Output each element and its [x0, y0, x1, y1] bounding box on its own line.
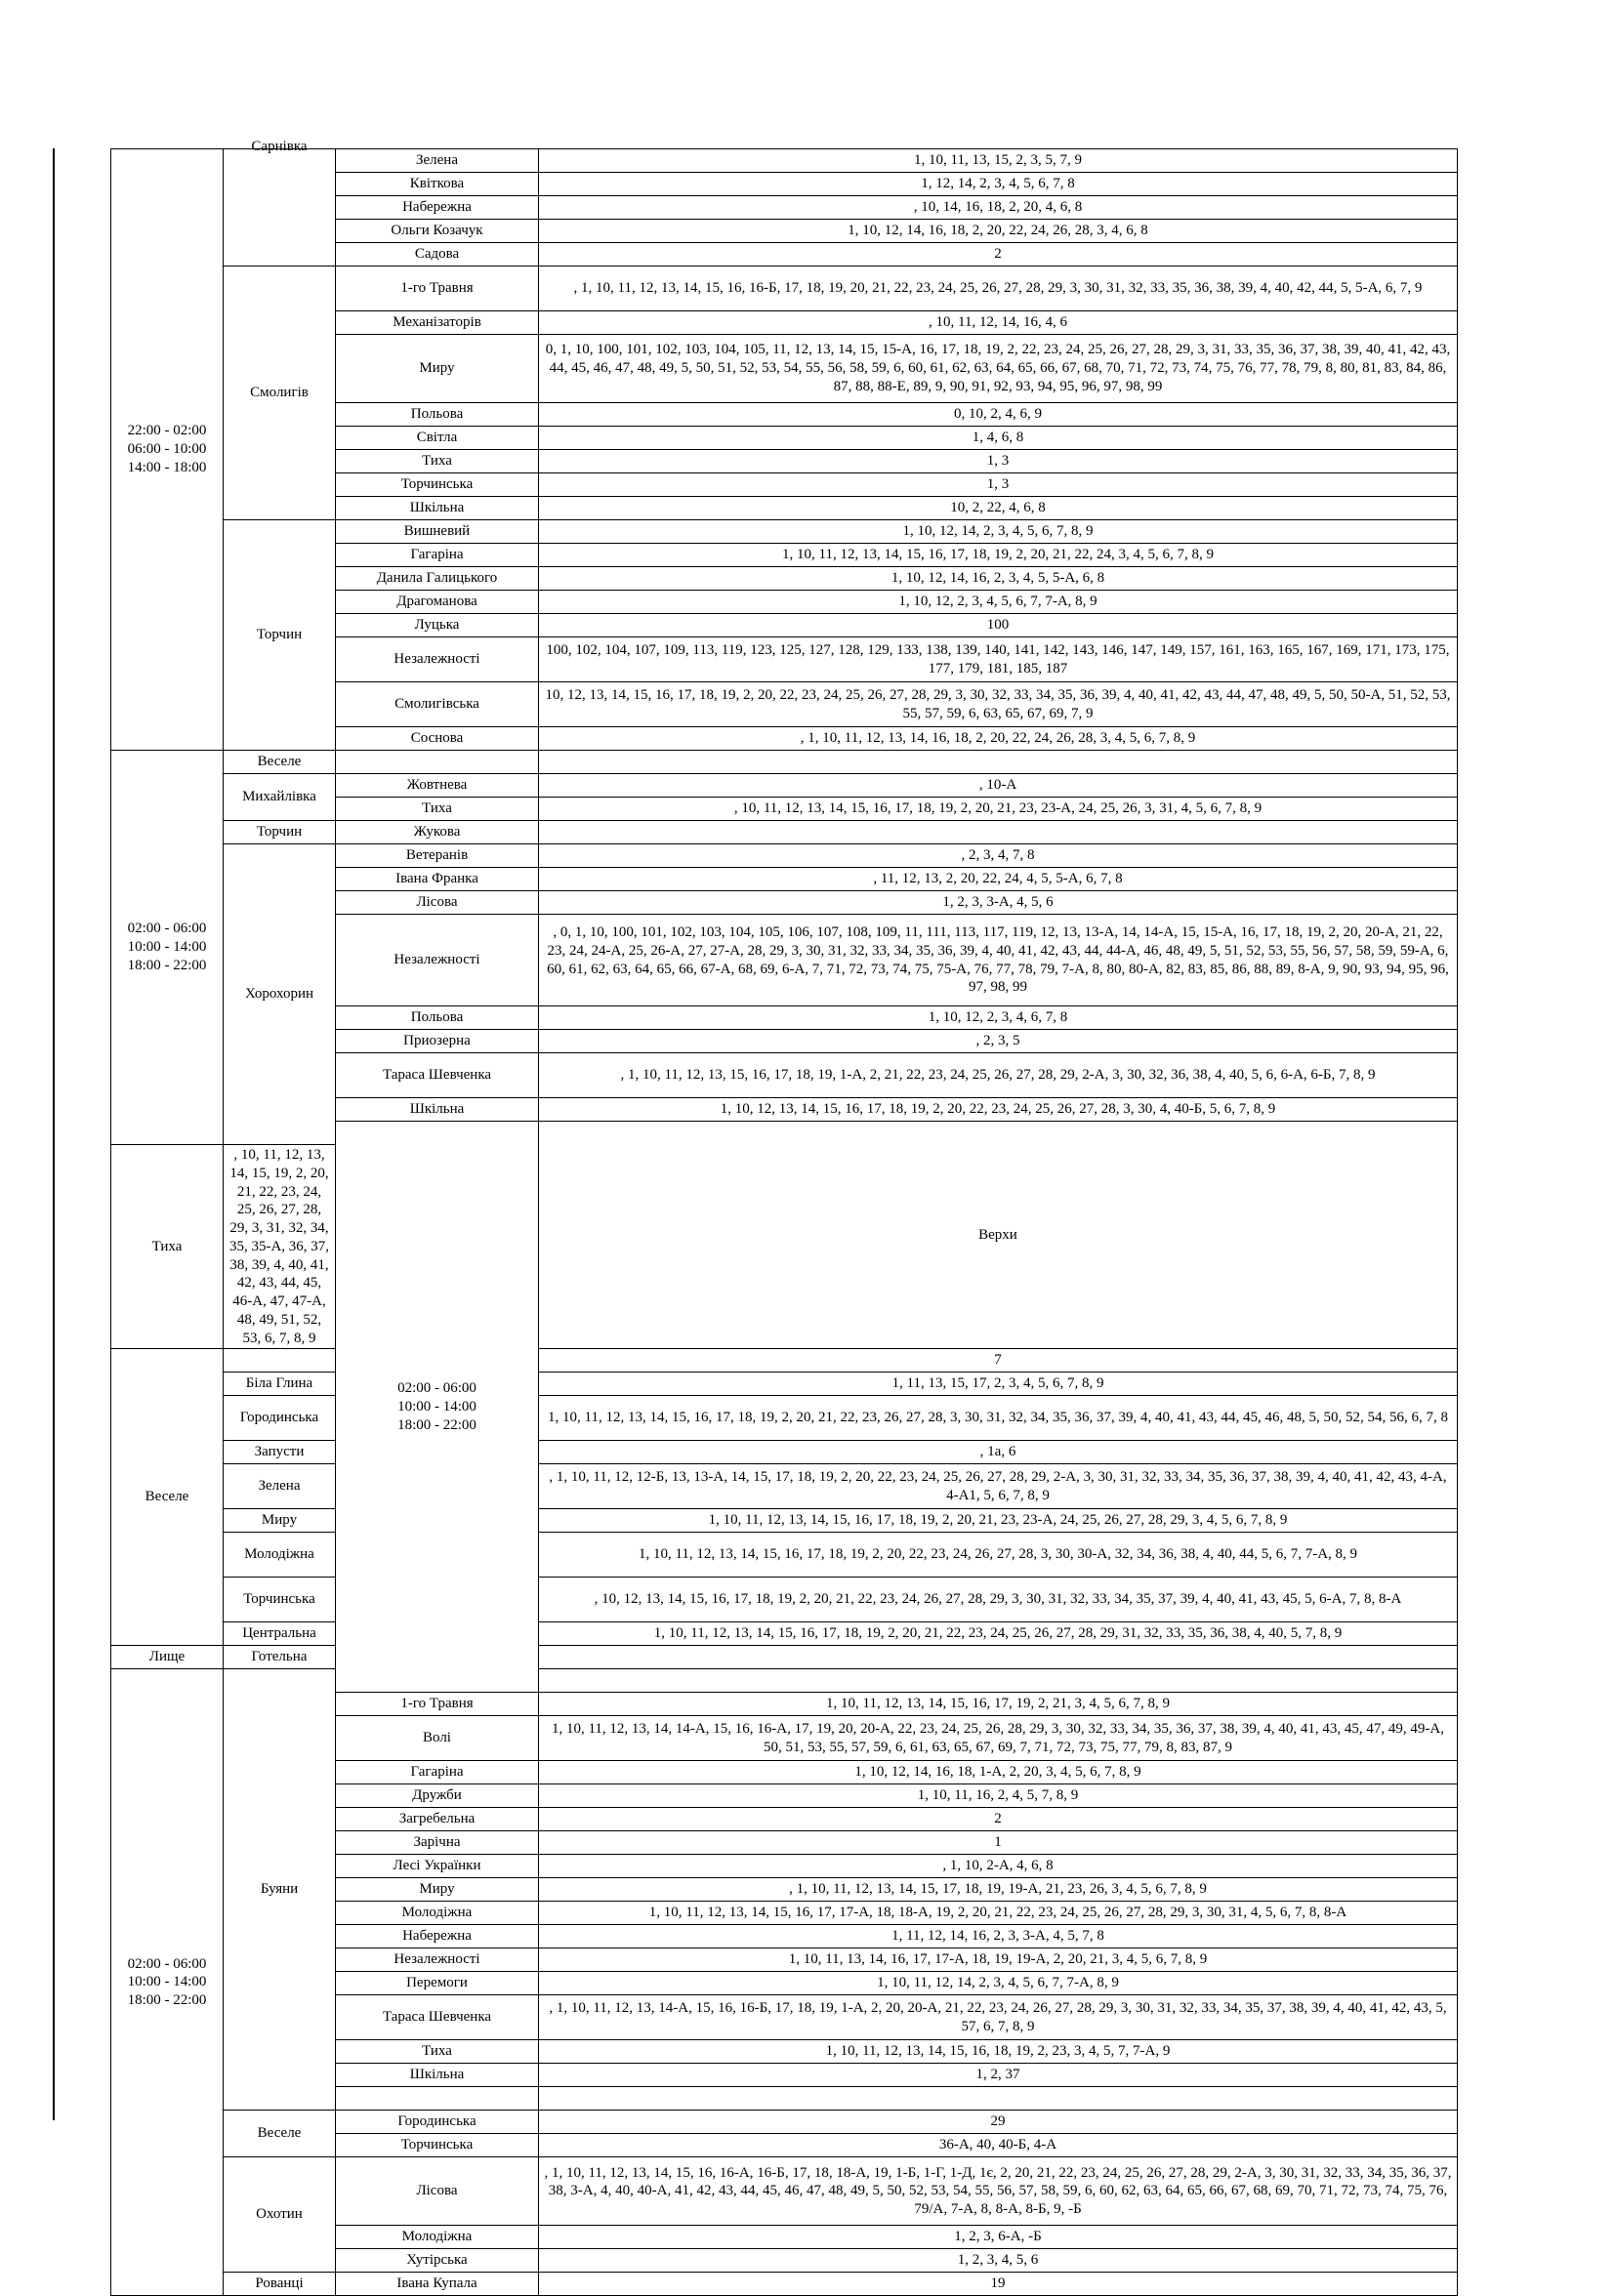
house-numbers: , 1, 10, 11, 12, 13, 14-А, 15, 16, 16-Б, 17, 18, 19, 1-А, 2, 20, 20-А, 21, 22, 23, 24, 26, 27, 28, 29, 3, 30, 31, 32, 33, 34, 35, 37, 38, 39, 4, 40, 41, 42, 43, 5, 57, 6, 7, 8, 9	[539, 1995, 1458, 2040]
village-cell	[111, 1646, 224, 1669]
street-name: Перемоги	[336, 1972, 539, 1995]
house-numbers: 1, 4, 6, 8	[539, 427, 1458, 450]
table-row	[111, 1396, 1458, 1441]
house-numbers: 2	[539, 1808, 1458, 1831]
house-numbers	[539, 751, 1458, 774]
street-name: Набережна	[336, 196, 539, 220]
house-numbers: 1, 11, 13, 15, 17, 2, 3, 4, 5, 6, 7, 8, 9	[539, 1373, 1458, 1396]
house-numbers	[539, 2087, 1458, 2111]
street-name: Лісова	[336, 2157, 539, 2226]
house-numbers: 1, 10, 11, 12, 13, 14, 15, 16, 17, 19, 2, 21, 3, 4, 5, 6, 7, 8, 9	[539, 1693, 1458, 1716]
village-cell	[224, 520, 336, 751]
house-numbers: 1, 10, 11, 12, 13, 14, 15, 16, 17, 17-А, 18, 18-А, 19, 2, 20, 21, 22, 23, 24, 25, 26, 27, 28, 29, 3, 30, 31, 4, 5, 6, 7, 8, 8-А	[539, 1902, 1458, 1925]
house-numbers: , 10, 11, 12, 13, 14, 15, 16, 17, 18, 19, 2, 20, 21, 23, 23-А, 24, 25, 26, 3, 31, 4, 5, 6, 7, 8, 9	[539, 798, 1458, 821]
time-slot-cell	[111, 751, 224, 1145]
street-name: Незалежності	[336, 1948, 539, 1972]
village-cell	[539, 1122, 1458, 1349]
table-row	[111, 1622, 1458, 1646]
house-numbers: 1, 10, 12, 14, 16, 18, 2, 20, 22, 24, 26, 28, 3, 4, 6, 8	[539, 220, 1458, 243]
table-row	[111, 821, 1458, 844]
street-name: Гагаріна	[336, 1761, 539, 1784]
house-numbers: 1, 3	[539, 473, 1458, 497]
time-slot: 06:00 - 10:00	[127, 441, 207, 458]
house-numbers	[539, 1646, 1458, 1669]
house-numbers: 0, 10, 2, 4, 6, 9	[539, 403, 1458, 427]
street-name: Тараса Шевченка	[336, 1995, 539, 2040]
time-slot: 18:00 - 22:00	[127, 957, 207, 973]
street-name: Тиха	[111, 1145, 224, 1349]
street-name: Смолигівська	[336, 682, 539, 727]
street-name: Зарічна	[336, 1831, 539, 1855]
house-numbers: , 1, 10, 11, 12, 13, 14, 15, 16, 16-Б, 17, 18, 19, 20, 21, 22, 23, 24, 25, 26, 27, 28, 29, 3, 30, 31, 32, 33, 35, 36, 38, 39, 4, 40, 42, 44, 5, 5-А, 6, 7, 9	[539, 266, 1458, 311]
house-numbers: 1, 10, 11, 12, 13, 14, 15, 16, 17, 18, 19, 2, 20, 21, 22, 23, 26, 27, 28, 3, 30, 31, 32, 34, 35, 36, 37, 39, 4, 40, 41, 43, 44, 45, 46, 48, 5, 50, 52, 54, 56, 6, 7, 8	[539, 1396, 1458, 1441]
street-name: Лісова	[336, 891, 539, 915]
street-name: Тиха	[336, 798, 539, 821]
village-name: Торчин	[256, 824, 303, 840]
village-name: Смолигів	[250, 385, 309, 401]
street-name: Шкільна	[336, 2064, 539, 2087]
house-numbers: 1, 10, 11, 13, 14, 16, 17, 17-А, 18, 19, 19-А, 2, 20, 21, 3, 4, 5, 6, 7, 8, 9	[539, 1948, 1458, 1972]
house-numbers: 1, 2, 3, 6-А, -Б	[539, 2226, 1458, 2249]
street-name: Незалежності	[336, 915, 539, 1006]
street-name: Миру	[224, 1509, 336, 1533]
street-name: Івана Франка	[336, 868, 539, 891]
house-numbers: 36-А, 40, 40-Б, 4-А	[539, 2134, 1458, 2157]
house-numbers: , 1, 10, 11, 12, 13, 14, 16, 18, 2, 20, 22, 24, 26, 28, 3, 4, 5, 6, 7, 8, 9	[539, 727, 1458, 751]
house-numbers: , 10, 11, 12, 13, 14, 15, 19, 2, 20, 21, 22, 23, 24, 25, 26, 27, 28, 29, 3, 31, 32, 34, 35, 35-А, 36, 37, 38, 39, 4, 40, 41, 42, 43, 44, 45, 46-А, 47, 47-А, 48, 49, 51, 52, 53, 6, 7, 8, 9	[224, 1145, 336, 1349]
table-row	[111, 751, 1458, 774]
street-name: Тиха	[336, 450, 539, 473]
village-cell	[111, 1349, 224, 1646]
street-name: Тараса Шевченка	[336, 1053, 539, 1098]
house-numbers: 1, 10, 11, 12, 13, 14, 15, 16, 17, 18, 19, 2, 20, 21, 22, 23, 24, 25, 26, 27, 28, 29, 31, 32, 33, 35, 36, 38, 4, 40, 5, 7, 8, 9	[539, 1622, 1458, 1646]
house-numbers: 1, 10, 12, 14, 2, 3, 4, 5, 6, 7, 8, 9	[539, 520, 1458, 544]
street-name: Торчинська	[336, 473, 539, 497]
street-name: Молодіжна	[224, 1533, 336, 1578]
village-cell	[224, 844, 336, 1145]
table-row	[111, 1509, 1458, 1533]
table-row	[111, 1646, 1458, 1669]
house-numbers: 1, 10, 12, 13, 14, 15, 16, 17, 18, 19, 2, 20, 22, 23, 24, 25, 26, 27, 28, 3, 30, 4, 40-Б, 5, 6, 7, 8, 9	[539, 1098, 1458, 1122]
time-slot: 10:00 - 14:00	[397, 1398, 476, 1414]
time-slot: 10:00 - 14:00	[127, 1974, 207, 1990]
house-numbers: , 2, 3, 5	[539, 1030, 1458, 1053]
house-numbers: 1, 10, 12, 14, 16, 18, 1-А, 2, 20, 3, 4, 5, 6, 7, 8, 9	[539, 1761, 1458, 1784]
village-name: Михайлівка	[242, 789, 316, 805]
village-cell	[224, 2273, 336, 2296]
house-numbers: 1, 10, 11, 12, 13, 14, 15, 16, 17, 18, 19, 2, 20, 21, 22, 24, 3, 4, 5, 6, 7, 8, 9	[539, 544, 1458, 567]
street-name: Запусти	[224, 1441, 336, 1464]
table-row	[111, 1349, 1458, 1373]
street-name: Польова	[336, 403, 539, 427]
house-numbers: , 1, 10, 11, 12, 13, 14, 15, 17, 18, 19, 19-А, 21, 23, 26, 3, 4, 5, 6, 7, 8, 9	[539, 1878, 1458, 1902]
village-name: Верхи	[978, 1226, 1017, 1243]
house-numbers: , 0, 1, 10, 100, 101, 102, 103, 104, 105, 106, 107, 108, 109, 11, 111, 113, 117, 119, 12, 13, 13-А, 14, 14-А, 15, 15-А, 16, 17, 18, 19, 2, 20, 20-А, 21, 22, 23, 24, 24-А, 25, 26-А, 27, 27-А, 28, 29, 3, 30, 31, 32, 33, 34, 35, 36, 39, 4, 40, 41, 42, 43, 44, 44-А, 46, 48, 49, 5, 51, 52, 53, 55, 56, 57, 58, 59, 59-А, 6, 60, 61, 62, 63, 64, 65, 66, 67-А, 68, 69, 6-А, 7, 71, 72, 73, 74, 75, 75-А, 76, 77, 78, 79, 7-А, 8, 80, 80-А, 82, 83, 85, 86, 88, 89, 8-А, 9, 90, 93, 94, 95, 96, 97, 98, 99	[539, 915, 1458, 1006]
house-numbers: 19	[539, 2273, 1458, 2296]
village-name: Веселе	[257, 754, 302, 770]
house-numbers: , 10, 14, 16, 18, 2, 20, 4, 6, 8	[539, 196, 1458, 220]
street-name	[224, 1349, 336, 1373]
street-name: Соснова	[336, 727, 539, 751]
street-name: Шкільна	[336, 497, 539, 520]
street-name: Молодіжна	[336, 1902, 539, 1925]
street-name: 1-го Травня	[336, 1693, 539, 1716]
house-numbers: 1, 10, 11, 13, 15, 2, 3, 5, 7, 9	[539, 149, 1458, 173]
house-numbers: 10, 2, 22, 4, 6, 8	[539, 497, 1458, 520]
time-slot: 18:00 - 22:00	[397, 1416, 476, 1433]
street-name: Тиха	[336, 2040, 539, 2064]
street-name: Ветеранів	[336, 844, 539, 868]
street-name: Луцька	[336, 614, 539, 637]
village-cell	[224, 2111, 336, 2157]
street-name: Хутірська	[336, 2249, 539, 2273]
table-row	[111, 774, 1458, 798]
table-row	[111, 1373, 1458, 1396]
street-name: Жукова	[336, 821, 539, 844]
time-slot-cell	[336, 1122, 539, 1693]
schedule-body	[111, 139, 1458, 2296]
street-name: Данила Галицького	[336, 567, 539, 591]
table-row	[111, 1464, 1458, 1509]
street-name: Польова	[336, 1006, 539, 1030]
street-name: Зелена	[224, 1464, 336, 1509]
street-name: Дружби	[336, 1784, 539, 1808]
house-numbers: 1, 10, 11, 16, 2, 4, 5, 7, 8, 9	[539, 1784, 1458, 1808]
street-name: Вишневий	[336, 520, 539, 544]
street-name: Лесі Українки	[336, 1855, 539, 1878]
street-name	[336, 751, 539, 774]
house-numbers: 1, 10, 12, 2, 3, 4, 6, 7, 8	[539, 1006, 1458, 1030]
time-slot-cell	[111, 1669, 224, 2296]
village-cell	[224, 266, 336, 520]
time-slot: 22:00 - 02:00	[127, 423, 207, 439]
time-slot: 02:00 - 06:00	[397, 1380, 476, 1396]
street-name: Городинська	[336, 2111, 539, 2134]
street-name	[336, 2087, 539, 2111]
village-name: Буяни	[260, 1881, 299, 1898]
house-numbers: 1, 10, 11, 12, 13, 14, 15, 16, 18, 19, 2, 23, 3, 4, 5, 7, 7-А, 9	[539, 2040, 1458, 2064]
village-cell	[224, 2157, 336, 2273]
street-name: Волі	[336, 1716, 539, 1761]
house-numbers: , 10-А	[539, 774, 1458, 798]
street-name: Молодіжна	[336, 2226, 539, 2249]
time-slot: 18:00 - 22:00	[127, 1992, 207, 2009]
street-name: Квіткова	[336, 173, 539, 196]
table-row	[111, 149, 1458, 173]
table-row	[111, 266, 1458, 311]
house-numbers: 7	[539, 1349, 1458, 1373]
house-numbers: 1, 10, 11, 12, 14, 2, 3, 4, 5, 6, 7, 7-А, 8, 9	[539, 1972, 1458, 1995]
village-name: Хорохорин	[245, 986, 313, 1003]
street-name: Городинська	[224, 1396, 336, 1441]
village-name: Рованці	[255, 2276, 304, 2292]
table-row	[111, 1441, 1458, 1464]
village-cell	[224, 751, 336, 774]
street-name: Миру	[336, 1878, 539, 1902]
table-row	[111, 2273, 1458, 2296]
village-cell	[224, 139, 336, 266]
left-border-line	[53, 148, 55, 2120]
house-numbers	[539, 821, 1458, 844]
street-name: Загребельна	[336, 1808, 539, 1831]
street-name: Миру	[336, 335, 539, 403]
street-name: Набережна	[336, 1925, 539, 1948]
street-name: Івана Купала	[336, 2273, 539, 2296]
house-numbers: 100	[539, 614, 1458, 637]
village-name: Веселе	[257, 2125, 302, 2142]
table-row	[111, 2111, 1458, 2134]
house-numbers: 1, 11, 12, 14, 16, 2, 3, 3-А, 4, 5, 7, 8	[539, 1925, 1458, 1948]
house-numbers: 1, 10, 11, 12, 13, 14, 15, 16, 17, 18, 19, 2, 20, 21, 23, 23-А, 24, 25, 26, 27, 28, 29, 3, 4, 5, 6, 7, 8, 9	[539, 1509, 1458, 1533]
house-numbers: 1, 2, 3, 4, 5, 6	[539, 2249, 1458, 2273]
house-numbers: , 1, 10, 2-А, 4, 6, 8	[539, 1855, 1458, 1878]
house-numbers: , 10, 12, 13, 14, 15, 16, 17, 18, 19, 2, 20, 21, 22, 23, 24, 26, 27, 28, 29, 3, 30, 31, 32, 33, 34, 35, 37, 39, 4, 40, 41, 43, 45, 5, 6-А, 7, 8, 8-А	[539, 1578, 1458, 1622]
house-numbers: 10, 12, 13, 14, 15, 16, 17, 18, 19, 2, 20, 22, 23, 24, 25, 26, 27, 28, 29, 3, 30, 32, 33, 34, 35, 36, 39, 4, 40, 41, 42, 43, 44, 47, 48, 49, 5, 50, 50-А, 51, 52, 53, 55, 57, 59, 6, 63, 65, 67, 69, 7, 9	[539, 682, 1458, 727]
house-numbers: 1, 10, 12, 14, 16, 2, 3, 4, 5, 5-А, 6, 8	[539, 567, 1458, 591]
house-numbers: 0, 1, 10, 100, 101, 102, 103, 104, 105, 11, 12, 13, 14, 15, 15-А, 16, 17, 18, 19, 2, 22, 23, 24, 25, 26, 27, 28, 29, 3, 31, 33, 35, 36, 37, 38, 39, 40, 41, 42, 43, 44, 45, 46, 47, 48, 49, 5, 50, 51, 52, 53, 54, 55, 56, 58, 59, 6, 60, 61, 62, 63, 64, 65, 66, 67, 68, 70, 71, 72, 73, 74, 75, 76, 77, 78, 79, 8, 80, 81, 83, 84, 86, 87, 88, 88-Е, 89, 9, 90, 91, 92, 93, 94, 95, 96, 97, 98, 99	[539, 335, 1458, 403]
house-numbers: 1, 10, 12, 2, 3, 4, 5, 6, 7, 7-А, 8, 9	[539, 591, 1458, 614]
village-cell	[224, 774, 336, 821]
house-numbers: , 10, 11, 12, 14, 16, 4, 6	[539, 311, 1458, 335]
house-numbers: , 1, 10, 11, 12, 13, 15, 16, 17, 18, 19, 1-А, 2, 21, 22, 23, 24, 25, 26, 27, 28, 29, 2-А, 3, 30, 32, 36, 38, 4, 40, 5, 6, 6-А, 6-Б, 7, 8, 9	[539, 1053, 1458, 1098]
street-name: Світла	[336, 427, 539, 450]
village-name: Охотин	[256, 2206, 303, 2223]
house-numbers: 1	[539, 1831, 1458, 1855]
time-slot: 02:00 - 06:00	[127, 1955, 207, 1972]
street-name: Біла Глина	[224, 1373, 336, 1396]
street-name: Приозерна	[336, 1030, 539, 1053]
village-cell	[224, 1669, 336, 2111]
village-name: Лище	[148, 1649, 186, 1665]
street-name: Механізаторів	[336, 311, 539, 335]
house-numbers: 2	[539, 243, 1458, 266]
time-slot: 14:00 - 18:00	[127, 459, 207, 475]
village-name: Торчин	[256, 627, 303, 643]
street-name: Жовтнева	[336, 774, 539, 798]
house-numbers: 100, 102, 104, 107, 109, 113, 119, 123, 125, 127, 128, 129, 133, 138, 139, 140, 141, 142, 143, 146, 147, 149, 157, 161, 163, 165, 167, 169, 171, 173, 175, 177, 179, 181, 185, 187	[539, 637, 1458, 682]
table-row	[111, 844, 1458, 868]
village-cell	[224, 821, 336, 844]
house-numbers: , 1, 10, 11, 12, 12-Б, 13, 13-А, 14, 15, 17, 18, 19, 2, 20, 22, 23, 24, 25, 26, 27, 28, 29, 2-А, 3, 30, 31, 32, 33, 34, 35, 36, 37, 38, 39, 4, 40, 41, 42, 43, 4-А, 4-А1, 5, 6, 7, 8, 9	[539, 1464, 1458, 1509]
house-numbers: 1, 10, 11, 12, 13, 14, 14-А, 15, 16, 16-А, 17, 19, 20, 20-А, 22, 23, 24, 25, 26, 28, 29, 3, 30, 32, 33, 34, 35, 36, 37, 38, 39, 4, 40, 41, 43, 45, 47, 49, 49-А, 50, 51, 53, 55, 57, 59, 6, 61, 63, 65, 67, 69, 7, 71, 72, 73, 75, 77, 79, 8, 83, 87, 9	[539, 1716, 1458, 1761]
time-slot: 02:00 - 06:00	[127, 921, 207, 937]
house-numbers: , 1а, 6	[539, 1441, 1458, 1464]
street-name	[539, 1669, 1458, 1693]
house-numbers: , 11, 12, 13, 2, 20, 22, 24, 4, 5, 5-А, 6, 7, 8	[539, 868, 1458, 891]
street-name: Центральна	[224, 1622, 336, 1646]
village-name: Веселе	[145, 1489, 189, 1505]
street-name: Садова	[336, 243, 539, 266]
house-numbers: 29	[539, 2111, 1458, 2134]
time-slot: 10:00 - 14:00	[127, 939, 207, 956]
street-name: Незалежності	[336, 637, 539, 682]
street-name: Готельна	[224, 1646, 336, 1669]
table-row	[111, 1669, 1458, 1693]
street-name: Ольги Козачук	[336, 220, 539, 243]
time-slot-cell	[111, 149, 224, 751]
outage-schedule-table	[110, 139, 1458, 2296]
house-numbers: 1, 2, 3, 3-А, 4, 5, 6	[539, 891, 1458, 915]
house-numbers: 1, 12, 14, 2, 3, 4, 5, 6, 7, 8	[539, 173, 1458, 196]
house-numbers: 1, 3	[539, 450, 1458, 473]
table-row	[111, 1533, 1458, 1578]
table-row	[111, 2157, 1458, 2226]
street-name: 1-го Травня	[336, 266, 539, 311]
street-name: Шкільна	[336, 1098, 539, 1122]
table-row	[111, 1578, 1458, 1622]
house-numbers: , 1, 10, 11, 12, 13, 14, 15, 16, 16-А, 16-Б, 17, 18, 18-А, 19, 1-Б, 1-Г, 1-Д, 1є, 2, 20, 21, 22, 23, 24, 25, 26, 27, 28, 29, 2-А, 3, 30, 31, 32, 33, 34, 35, 36, 37, 38, 3-А, 4, 40, 40-А, 41, 42, 43, 44, 45, 46, 47, 48, 49, 5, 50, 52, 53, 54, 55, 56, 57, 58, 59, 6, 60, 62, 63, 64, 65, 66, 67, 68, 69, 70, 71, 72, 73, 74, 75, 76, 79/А, 7-А, 8, 8-А, 8-Б, 9, -Б	[539, 2157, 1458, 2226]
street-name: Зелена	[336, 149, 539, 173]
house-numbers: 1, 10, 11, 12, 13, 14, 15, 16, 17, 18, 19, 2, 20, 22, 23, 24, 26, 27, 28, 3, 30, 30-А, 32, 34, 36, 38, 4, 40, 44, 5, 6, 7, 7-А, 8, 9	[539, 1533, 1458, 1578]
street-name: Торчинська	[224, 1578, 336, 1622]
table-row	[111, 520, 1458, 544]
house-numbers: , 2, 3, 4, 7, 8	[539, 844, 1458, 868]
street-name: Драгоманова	[336, 591, 539, 614]
village-name: Сарнівка	[251, 139, 308, 154]
house-numbers: 1, 2, 37	[539, 2064, 1458, 2087]
street-name: Гагаріна	[336, 544, 539, 567]
street-name: Торчинська	[336, 2134, 539, 2157]
